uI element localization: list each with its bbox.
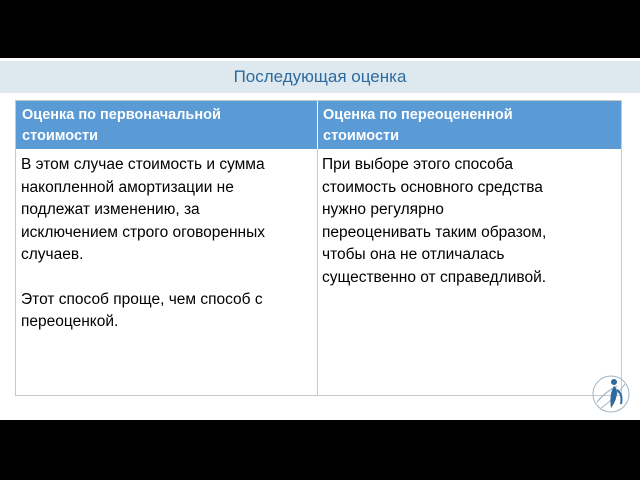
text-line: подлежат изменению, за xyxy=(21,201,200,218)
paragraph xyxy=(21,154,313,267)
slide-title: Последующая оценка xyxy=(233,67,407,86)
text-line: исключением строго оговоренных xyxy=(21,223,266,241)
text-line: случаев. xyxy=(21,246,84,263)
text-line: В этом случае стоимость и сумма xyxy=(21,156,265,173)
text-line: нужно регулярно xyxy=(322,201,444,218)
text-line: существенно от справедливой. xyxy=(322,268,547,286)
header-cell-original-cost xyxy=(16,101,317,149)
text-line: стоимость основного средства xyxy=(322,178,543,196)
body-cell-revalued-cost xyxy=(318,149,621,395)
presentation-slide xyxy=(0,58,640,420)
header-line: Оценка по первоначальной xyxy=(22,107,221,123)
header-line: Оценка по переоцененной xyxy=(323,107,513,123)
stylized-figure-logo-icon xyxy=(591,374,631,414)
text-line: чтобы она не отличалась xyxy=(322,246,505,263)
title-bar xyxy=(0,61,640,93)
header-line: стоимости xyxy=(323,128,400,144)
text-line: накопленной амортизации не xyxy=(21,178,234,196)
text-line: переоценкой. xyxy=(21,313,119,330)
body-cell-original-cost xyxy=(16,149,317,395)
header-cell-revalued-cost xyxy=(317,101,621,149)
comparison-table xyxy=(15,100,622,396)
text-line: При выборе этого способа xyxy=(322,156,513,173)
paragraph xyxy=(21,289,313,334)
header-line: стоимости xyxy=(22,128,99,144)
text-line: Этот способ проще, чем способ с xyxy=(21,290,263,308)
paragraph xyxy=(322,154,617,289)
table-header-row xyxy=(16,101,621,149)
text-line: переоценивать таким образом, xyxy=(322,223,547,241)
